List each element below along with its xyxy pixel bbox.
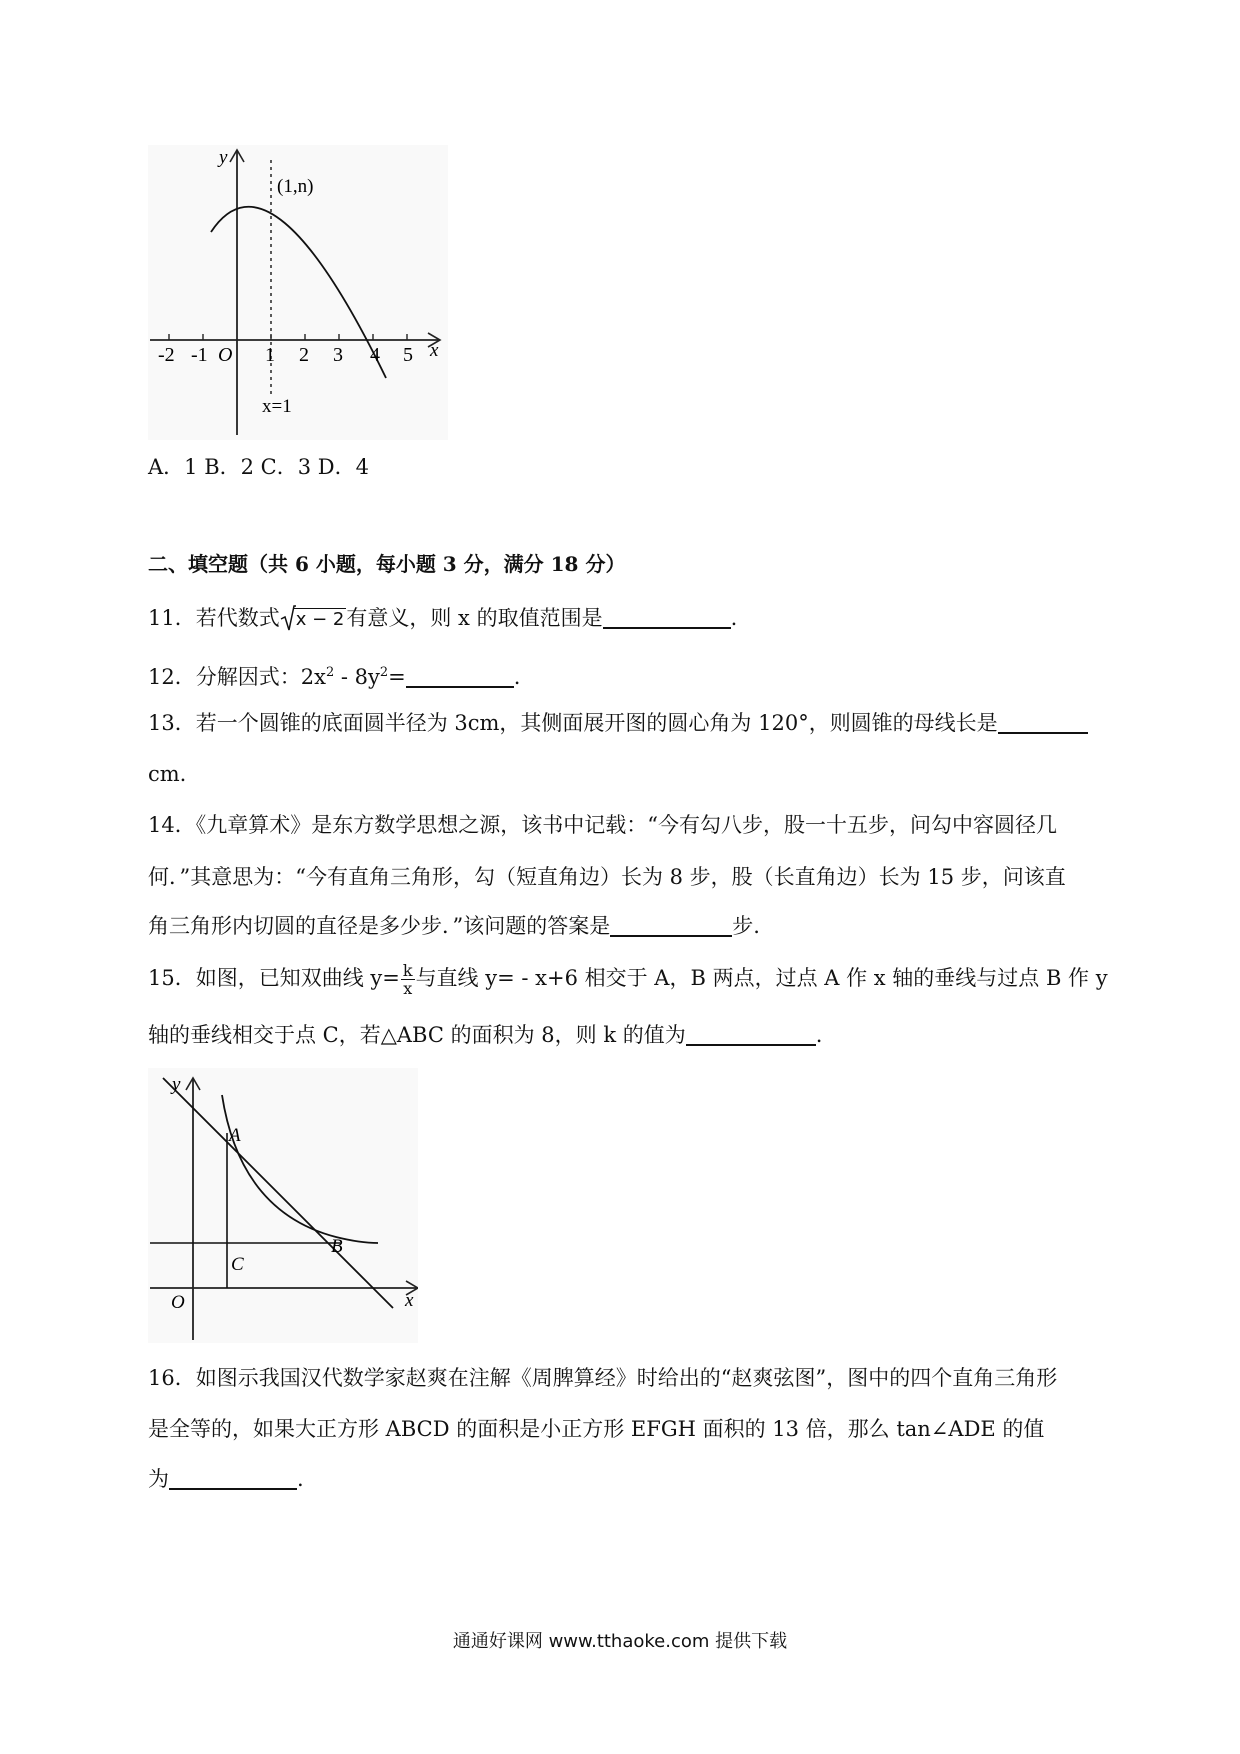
hyperbola-figure [148,1068,418,1343]
point-b-label: B [331,1236,343,1257]
answer-blank[interactable] [998,710,1088,734]
question-15-line-2: 轴的垂线相交于点 C，若△ABC 的面积为 8，则 k 的值为 . [148,1023,823,1047]
symmetry-label: x=1 [262,396,292,417]
page-footer [0,1627,1240,1653]
sqrt-expression: x − 2 [280,603,347,635]
question-11: 11．若代数式 x − 2有意义，则 x 的取值范围是 . [148,603,737,635]
point-c-label: C [231,1254,244,1275]
question-16-line-3: 为 . [148,1467,304,1491]
tick-label: 4 [370,344,380,366]
parabola-figure [148,145,448,440]
question-14-line-3: 角三角形内切圆的直径是多少步．”该问题的答案是 步. [148,914,760,938]
answer-blank[interactable] [686,1022,816,1046]
question-13: 13．若一个圆锥的底面圆半径为 3cm，其侧面展开图的圆心角为 120°，则圆锥的母线长是 [148,708,1088,738]
footer-link[interactable]: 通通好课网 www.tthaoke.com 提供下载 [452,1631,788,1652]
question-14-line-2: 何．”其意思为：“今有直角三角形，勾（短直角边）长为 8 步，股（长直角边）长为 15 步，问该直 [148,865,1066,889]
tick-label: -2 [158,344,175,366]
section-heading: 二、填空题（共 6 小题，每小题 3 分，满分 18 分） [148,552,626,576]
answer-blank[interactable] [169,1466,297,1490]
tick-label: 3 [333,344,343,366]
tick-label: 2 [299,344,309,366]
answer-blank[interactable] [406,664,514,688]
y-axis-label: y [172,1074,181,1095]
x-axis-label: x [430,340,439,361]
question-16-line-2: 是全等的，如果大正方形 ABCD 的面积是小正方形 EFGH 面积的 13 倍，那么 tan∠ADE 的值 [148,1417,1045,1441]
tick-label: 1 [265,344,275,366]
tick-label: 5 [403,344,413,366]
fraction-k-over-x: $\frac{k}{x}$ [402,961,413,998]
question-12: 12．分解因式：$2x^2 - 8y^2=$ . [148,665,521,689]
origin-label: O [218,344,233,366]
vertex-label: (1,n) [277,176,314,197]
y-axis-label: y [219,147,228,168]
question-15-line-1: 15．如图，已知双曲线 y= $\frac{k}{x}$ 与直线 y= - x+6 相交于 A，B 两点，过点 A 作 x 轴的垂线与过点 B 作 y [148,961,1108,998]
question-14-line-1: 14．《九章算术》是东方数学思想之源，该书中记载：“今有勾八步，股一十五步，问勾中容圆径几 [148,813,1057,837]
point-a-label: A [229,1125,241,1146]
origin-label: O [171,1292,185,1313]
x-axis-label: x [405,1290,414,1311]
tick-label: -1 [191,344,208,366]
answer-blank[interactable] [603,605,731,629]
q10-options: A．1 B．2 C．3 D．4 [148,455,369,479]
question-16-line-1: 16．如图示我国汉代数学家赵爽在注解《周脾算经》时给出的“赵爽弦图”，图中的四个直角三角形 [148,1366,1058,1390]
answer-blank[interactable] [610,913,732,937]
question-13-continued: cm. [148,762,187,786]
